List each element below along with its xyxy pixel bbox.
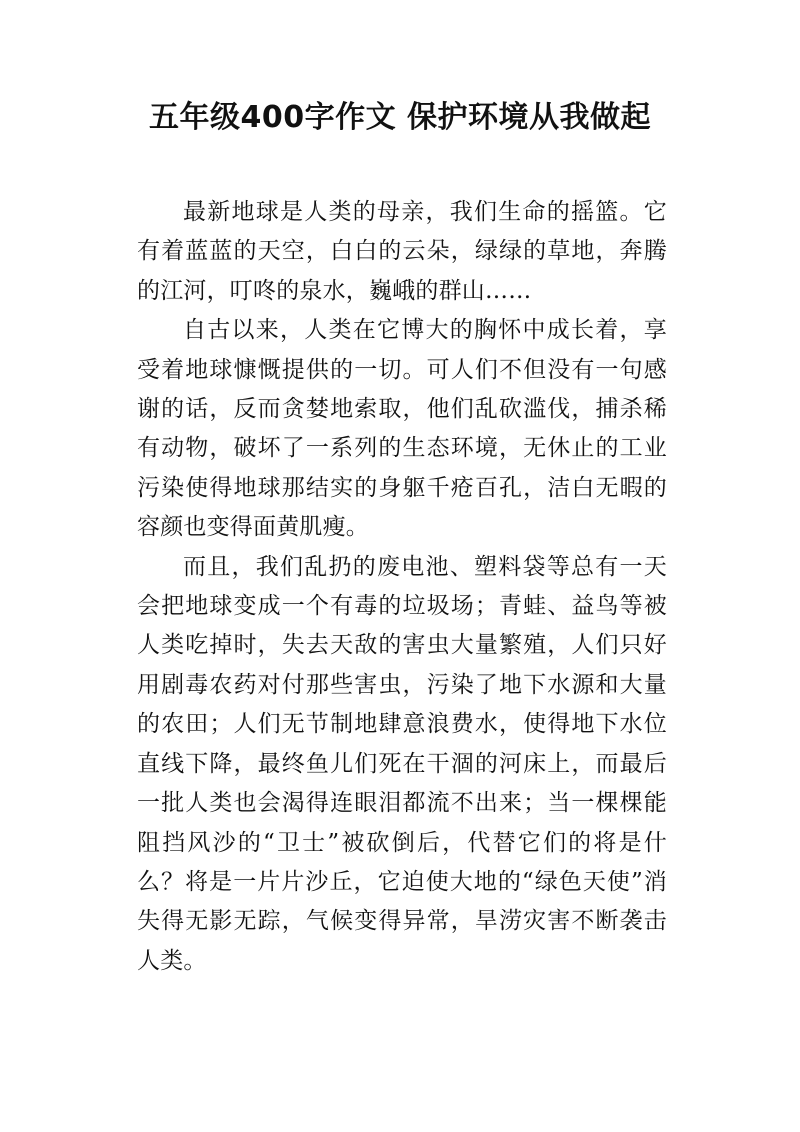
paragraph-1: 最新地球是人类的母亲，我们生命的摇篮。它有着蓝蓝的天空，白白的云朵，绿绿的草地，奔腾的江河，叮咚的泉水，巍峨的群山…… bbox=[137, 199, 667, 304]
document-body bbox=[137, 193, 667, 981]
document-title: 五年级400字作文 保护环境从我做起 bbox=[148, 100, 652, 135]
paragraph-2: 自古以来，人类在它博大的胸怀中成长着，享受着地球慷慨提供的一切。可人们不但没有一句感谢的话，反而贪婪地索取，他们乱砍滥伐，捕杀稀有动物，破坏了一系列的生态环境，无休止的工业污染使得地球那结实的身躯千疮百孔，洁白无暇的容颜也变得面黄肌瘦。 bbox=[137, 317, 667, 541]
paragraph-3: 而且，我们乱扔的废电池、塑料袋等总有一天会把地球变成一个有毒的垃圾场；青蛙、益鸟等被人类吃掉时，失去天敌的害虫大量繁殖，人们只好用剧毒农药对付那些害虫，污染了地下水源和大量的农田；人们无节制地肆意浪费水，使得地下水位直线下降，最终鱼儿们死在干涸的河床上，而最后一批人类也会渴得连眼泪都流不出来；当一棵棵能阻挡风沙的“卫士”被砍倒后，代替它们的将是什么？将是一片片沙丘，它迫使大地的“绿色天使”消失得无影无踪，气候变得异常，旱涝灾害不断袭击人类。 bbox=[137, 553, 667, 974]
